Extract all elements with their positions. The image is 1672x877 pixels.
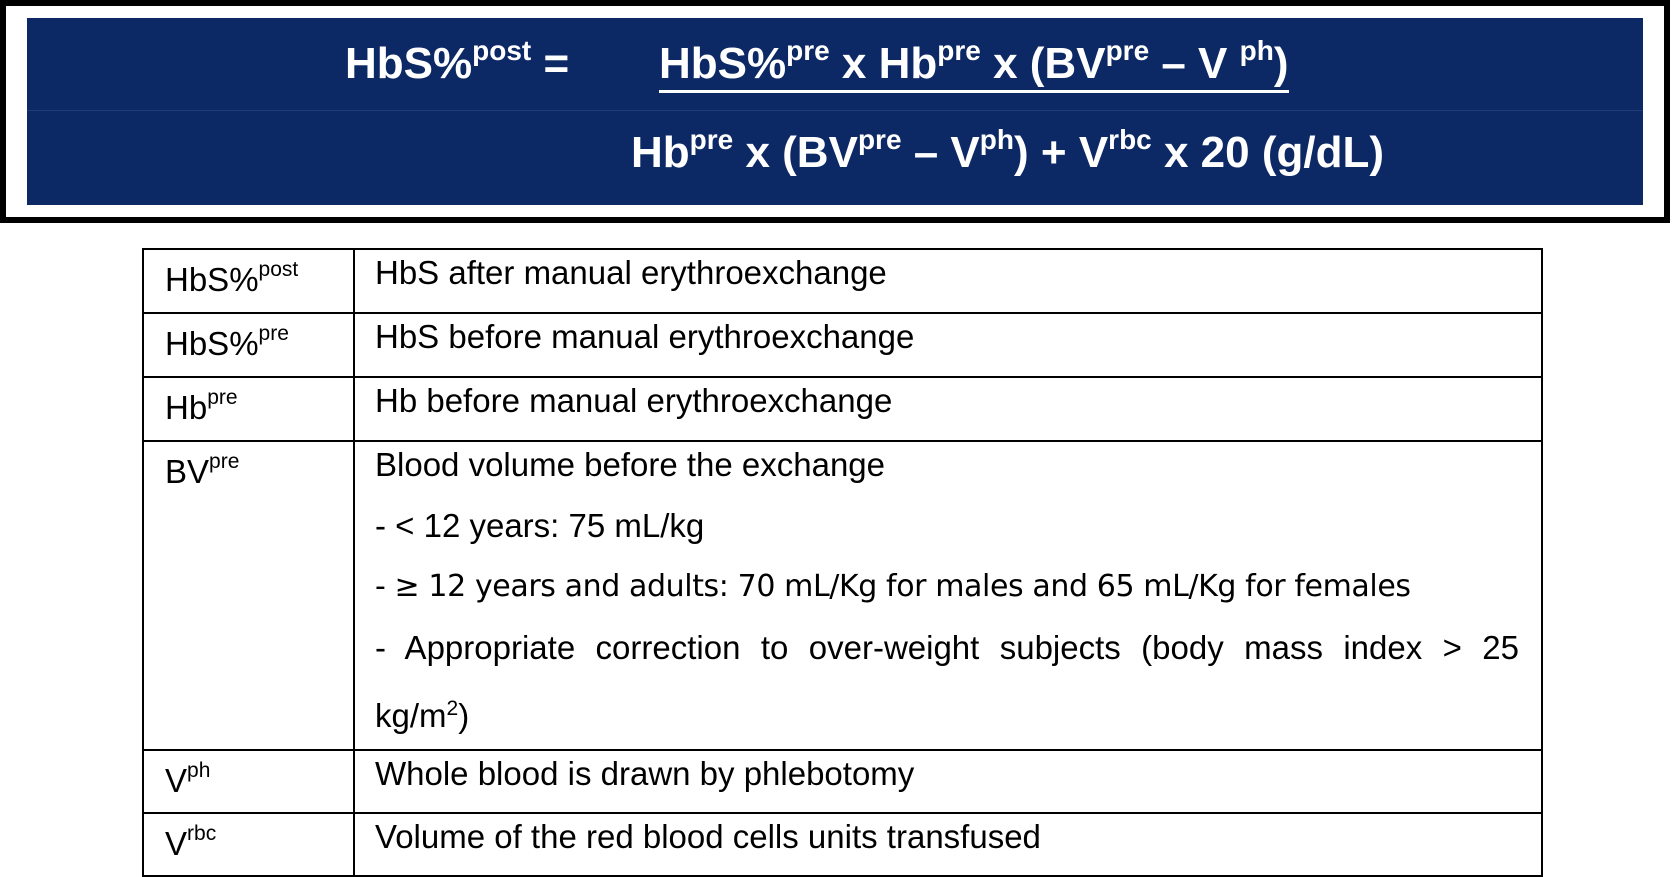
symbol: V bbox=[165, 825, 188, 862]
band-divider bbox=[27, 110, 1643, 111]
symbol-cell bbox=[143, 750, 354, 813]
unit-text: ) bbox=[458, 697, 470, 734]
description-cell bbox=[354, 441, 1542, 750]
symbol-cell bbox=[143, 249, 354, 313]
symbol: BV bbox=[165, 453, 210, 490]
description-cell: Whole blood is drawn by phlebotomy bbox=[354, 750, 1542, 813]
formula-banner bbox=[27, 18, 1643, 205]
table-row bbox=[143, 377, 1542, 441]
description-cell: HbS before manual erythroexchange bbox=[354, 313, 1542, 377]
num-term: ) bbox=[1273, 39, 1289, 88]
symbol: V bbox=[165, 762, 188, 799]
description-line: - Appropriate correction to over-weight subjects (body mass index > 25 bbox=[375, 629, 1519, 666]
formula-lhs bbox=[345, 35, 570, 89]
symbol-sup: rbc bbox=[187, 822, 217, 845]
symbol-cell bbox=[143, 813, 354, 876]
description-cell: Volume of the red blood cells units transfused bbox=[354, 813, 1542, 876]
equals-sign: = bbox=[543, 39, 570, 88]
den-sup: rbc bbox=[1108, 124, 1152, 156]
symbol: HbS% bbox=[165, 261, 259, 298]
definitions-table bbox=[142, 248, 1543, 877]
unit-sup: 2 bbox=[446, 697, 459, 720]
den-term: x 20 (g/dL) bbox=[1151, 128, 1384, 177]
den-sup: ph bbox=[979, 124, 1015, 156]
symbol-sup: pre bbox=[207, 386, 238, 409]
den-term: ) + V bbox=[1014, 128, 1109, 177]
symbol: HbS% bbox=[165, 325, 259, 362]
table-row bbox=[143, 441, 1542, 750]
den-term: Hb bbox=[631, 128, 690, 177]
symbol-cell bbox=[143, 441, 354, 750]
table-row bbox=[143, 750, 1542, 813]
num-term: x Hb bbox=[829, 39, 938, 88]
description-line bbox=[375, 689, 1519, 747]
description-line: Blood volume before the exchange bbox=[375, 446, 886, 483]
lhs-sup: post bbox=[472, 35, 532, 67]
den-term: – V bbox=[901, 128, 980, 177]
formula-frame bbox=[0, 0, 1670, 223]
num-term: – V bbox=[1149, 39, 1240, 88]
num-sup: pre bbox=[1105, 35, 1150, 67]
unit-text: kg/m bbox=[375, 697, 447, 734]
num-term: x (BV bbox=[980, 39, 1106, 88]
table-row bbox=[143, 249, 1542, 313]
den-term: x (BV bbox=[733, 128, 858, 177]
num-sup: pre bbox=[937, 35, 981, 67]
symbol-sup: pre bbox=[258, 322, 289, 345]
num-term: HbS% bbox=[659, 39, 787, 88]
symbol-sup: ph bbox=[187, 759, 211, 782]
description-cell: HbS after manual erythroexchange bbox=[354, 249, 1542, 313]
lhs-base: HbS% bbox=[345, 39, 473, 88]
table-row bbox=[143, 313, 1542, 377]
den-sup: pre bbox=[689, 124, 734, 156]
symbol-sup: post bbox=[258, 258, 299, 281]
den-sup: pre bbox=[857, 124, 902, 156]
symbol: Hb bbox=[165, 389, 208, 426]
table-row bbox=[143, 813, 1542, 876]
symbol-sup: pre bbox=[209, 450, 240, 473]
num-sup: ph bbox=[1239, 35, 1274, 67]
formula-denominator bbox=[631, 124, 1384, 178]
description-line: - ≥ 12 years and adults: 70 mL/Kg for males and 65 mL/Kg for females bbox=[375, 569, 1411, 604]
formula-numerator bbox=[659, 35, 1289, 93]
num-sup: pre bbox=[786, 35, 830, 67]
symbol-cell bbox=[143, 313, 354, 377]
description-cell: Hb before manual erythroexchange bbox=[354, 377, 1542, 441]
description-line: - < 12 years: 75 mL/kg bbox=[375, 507, 705, 544]
symbol-cell bbox=[143, 377, 354, 441]
